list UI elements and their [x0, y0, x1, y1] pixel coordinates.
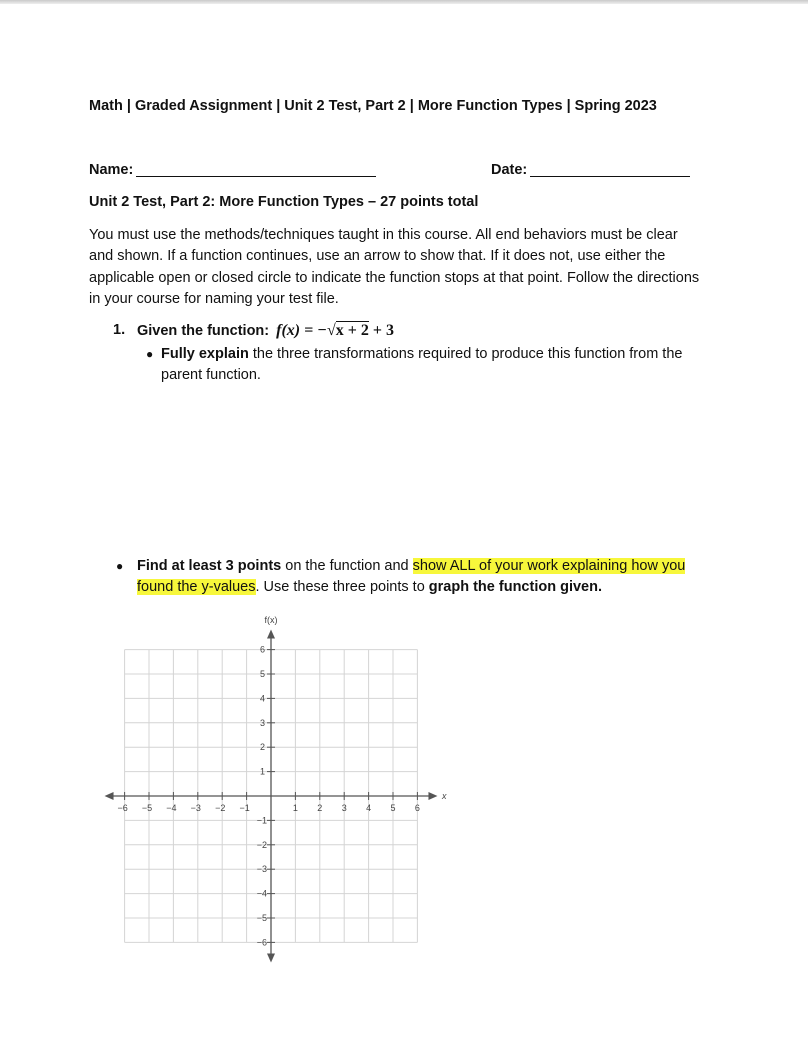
y-tick-label: −6: [256, 937, 267, 948]
bullet-dot: ●: [116, 559, 124, 573]
x-axis-right-arrow: [428, 792, 437, 800]
x-tick-label: −5: [141, 803, 153, 813]
date-label: Date:: [491, 162, 528, 178]
y-tick-label: 2: [259, 742, 265, 753]
x-axis-left-arrow: [105, 792, 114, 800]
y-tick-label: −4: [256, 888, 267, 899]
test-subtitle: Unit 2 Test, Part 2: More Function Types – 27 points total: [89, 194, 479, 210]
y-tick-label: −2: [256, 839, 267, 850]
x-tick-label: −4: [166, 803, 177, 813]
x-tick-label: 2: [317, 803, 323, 813]
x-tick-label: 5: [390, 803, 396, 813]
y-tick-label: 6: [259, 644, 265, 655]
formula-tail: + 3: [372, 322, 394, 339]
test-instructions: You must use the methods/techniques taught in this course. All end behaviors must be clear and shown. If a function continues, use an arrow to show that. If it does not, use either the applicable open or closed circle to indicate the function stops at that point. Follow the directions in your course for naming your test file.: [89, 227, 700, 307]
bullet2-mid2: . Use these three points to: [255, 579, 425, 596]
y-axis-label: f(x): [264, 614, 278, 625]
x-tick-label: 3: [341, 803, 347, 813]
y-axis-up-arrow: [267, 630, 275, 639]
document-header: Math | Graded Assignment | Unit 2 Test, Part 2 | More Function Types | Spring 2023: [89, 98, 657, 114]
x-tick-label: −3: [190, 803, 201, 813]
formula-lhs: f(x) = −: [276, 322, 327, 339]
y-tick-label: 1: [259, 766, 265, 777]
bullet2-bold-1: Find at least 3 points: [137, 558, 282, 574]
highlighted-instruction: show ALL of your work explaining how you found the y-values: [137, 558, 686, 596]
x-tick-label: −6: [117, 803, 128, 813]
y-tick-label: −5: [256, 913, 267, 923]
y-tick-label: −3: [256, 864, 267, 875]
bullet2-mid: on the function and: [285, 558, 409, 574]
x-tick-label: 4: [366, 803, 372, 813]
y-tick-label: 5: [259, 669, 265, 679]
x-tick-label: 1: [292, 803, 298, 813]
x-axis-label: x: [442, 791, 447, 801]
x-tick-label: −1: [239, 803, 250, 813]
question-number: 1.: [113, 322, 126, 338]
name-label: Name:: [89, 162, 134, 178]
x-tick-label: 6: [414, 803, 420, 813]
formula-radicand: x + 2: [335, 322, 369, 339]
bullet1-bold: Fully explain: [161, 346, 249, 362]
y-tick-label: 4: [259, 693, 265, 704]
y-tick-label: 3: [259, 717, 265, 728]
function-formula: f(x) = −√x + 2 + 3: [276, 322, 394, 339]
y-tick-label: −1: [256, 815, 267, 826]
y-axis-down-arrow: [267, 953, 275, 962]
bullet-dot: ●: [146, 347, 154, 361]
bullet2-bold-2: graph the function given.: [428, 579, 602, 596]
x-tick-label: −2: [215, 803, 226, 813]
bullet1-rest: the three transformations required to produce this function from the parent function.: [161, 346, 683, 384]
question-prompt-text: Given the function:: [137, 323, 270, 339]
